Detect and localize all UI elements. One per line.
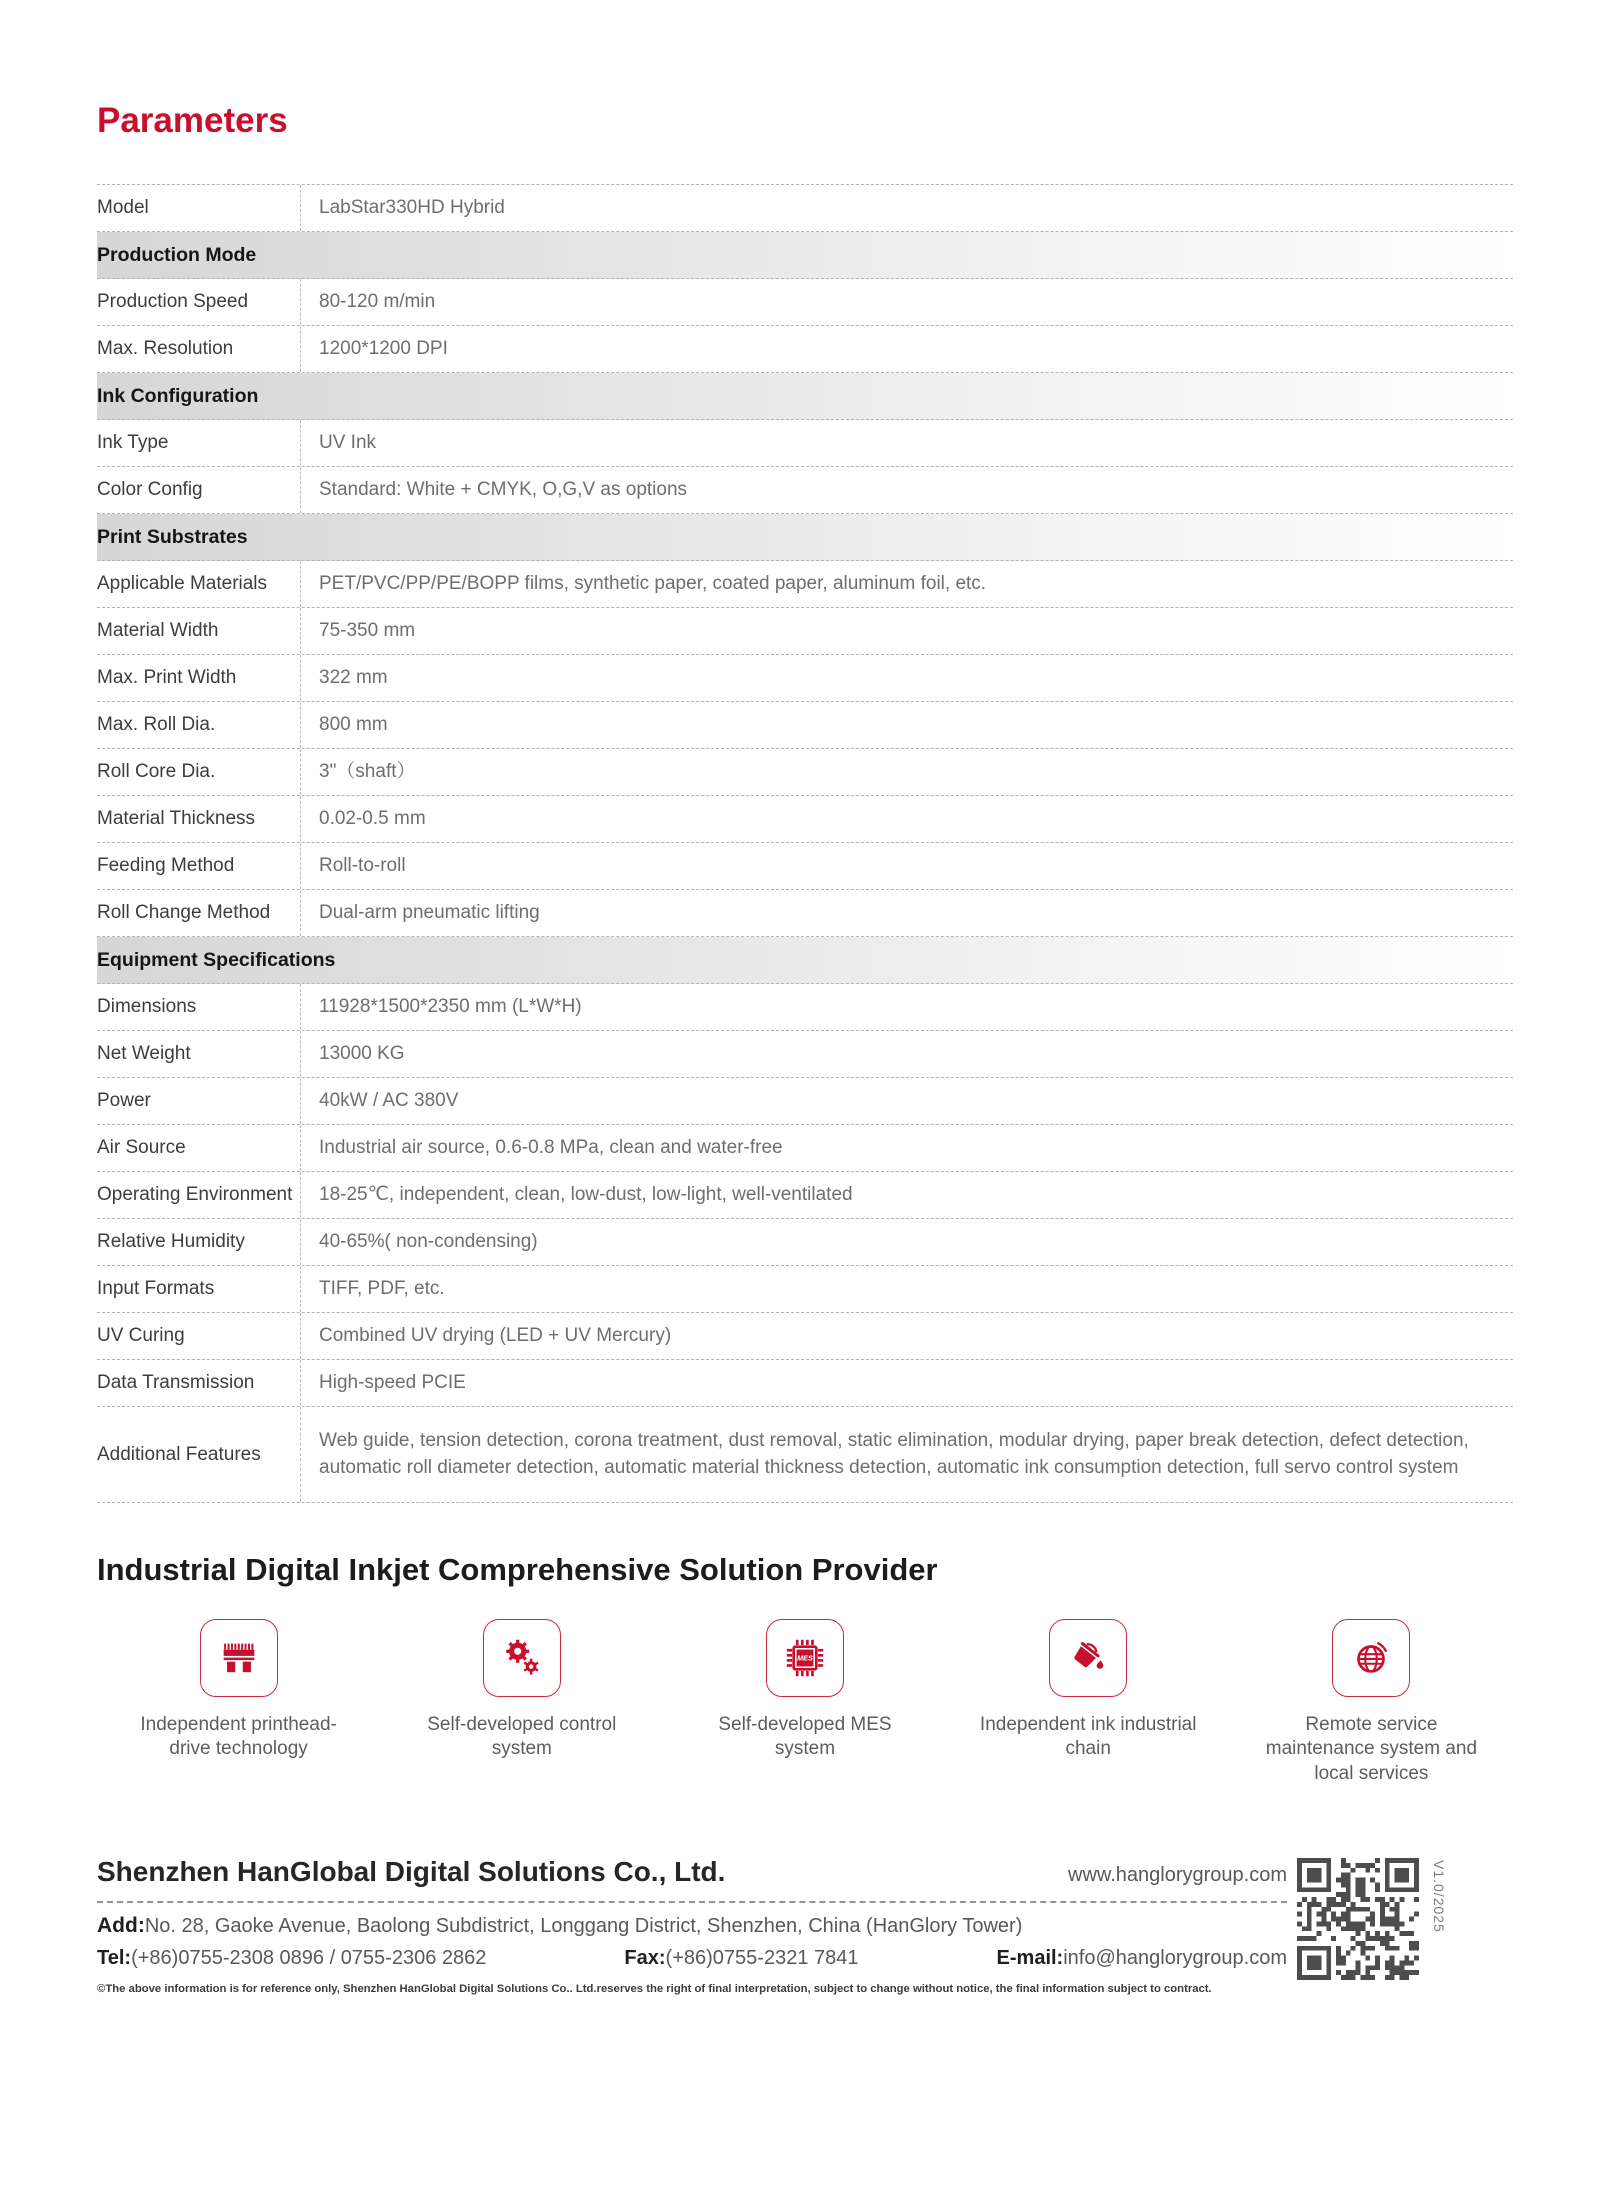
spec-value: Roll-to-roll — [300, 843, 1513, 889]
solution-item-label: Self-developed control system — [427, 1714, 617, 1760]
spec-table — [97, 184, 1513, 1503]
spec-label: Input Formats — [97, 1278, 215, 1299]
solution-item — [663, 1619, 946, 1786]
spec-value: 322 mm — [300, 655, 1513, 701]
spec-value: High-speed PCIE — [300, 1360, 1513, 1406]
spec-row — [97, 561, 1513, 608]
mes-chip-icon — [766, 1619, 844, 1697]
spec-value: 18-25℃, independent, clean, low-dust, low-light, well-ventilated — [300, 1172, 1513, 1218]
spec-value: 40kW / AC 380V — [300, 1078, 1513, 1124]
gears-icon — [483, 1619, 561, 1697]
spec-value: 800 mm — [300, 702, 1513, 748]
footer — [97, 1856, 1513, 1995]
spec-label: Roll Core Dia. — [97, 761, 216, 782]
spec-label: Operating Environment — [97, 1184, 293, 1205]
spec-value: 13000 KG — [300, 1031, 1513, 1077]
spec-row — [97, 796, 1513, 843]
spec-section-header — [97, 514, 1513, 561]
fax-label: Fax: — [624, 1947, 666, 1970]
email-item — [997, 1947, 1287, 1970]
spec-label: Color Config — [97, 479, 203, 500]
disclaimer-text: ©The above information is for reference only, Shenzhen HanGlobal Digital Solutions Co.. Ltd.reserves the right of final interpretation, subject to change without notice, the final information subject to contract. — [97, 1983, 1212, 1996]
spec-label: Model — [97, 197, 149, 218]
svg-text:MES: MES — [797, 1653, 813, 1663]
footer-company-row — [97, 1856, 1287, 1903]
spec-value: Combined UV drying (LED + UV Mercury) — [300, 1313, 1513, 1359]
spec-value: Industrial air source, 0.6-0.8 MPa, clean and water-free — [300, 1125, 1513, 1171]
spec-label: UV Curing — [97, 1325, 185, 1346]
tel-label: Tel: — [97, 1947, 132, 1970]
spec-row — [97, 420, 1513, 467]
company-name: Shenzhen HanGlobal Digital Solutions Co., Ltd. — [97, 1856, 726, 1888]
spec-value: 80-120 m/min — [300, 279, 1513, 325]
company-website: www.hanglorygroup.com — [1068, 1864, 1287, 1887]
spec-row — [97, 279, 1513, 326]
spec-row — [97, 702, 1513, 749]
solutions-heading: Industrial Digital Inkjet Comprehensive Solution Provider — [97, 1552, 938, 1587]
solution-item-label: Independent printhead-drive technology — [140, 1714, 337, 1760]
spec-label: Additional Features — [97, 1443, 261, 1465]
solution-item — [947, 1619, 1230, 1786]
spec-label: Ink Type — [97, 432, 169, 453]
section-title: Print Substrates — [97, 525, 248, 548]
spec-label: Net Weight — [97, 1043, 191, 1064]
spec-label: Dimensions — [97, 996, 197, 1017]
spec-section-header — [97, 937, 1513, 984]
spec-value: LabStar330HD Hybrid — [300, 185, 1513, 231]
spec-section-header — [97, 232, 1513, 279]
fax-item — [624, 1947, 858, 1970]
spec-label: Data Transmission — [97, 1372, 255, 1393]
spec-row — [97, 984, 1513, 1031]
section-title: Production Mode — [97, 243, 257, 266]
email-value: info@hanglorygroup.com — [1063, 1947, 1287, 1970]
email-label: E-mail: — [996, 1947, 1064, 1970]
spec-value: Standard: White + CMYK, O,G,V as options — [300, 467, 1513, 513]
spec-label: Material Width — [97, 620, 219, 641]
page-title: Parameters — [97, 101, 288, 140]
spec-value: TIFF, PDF, etc. — [300, 1266, 1513, 1312]
spec-label: Relative Humidity — [97, 1231, 245, 1252]
solution-item-label: Self-developed MES system — [718, 1714, 892, 1760]
spec-label: Power — [97, 1090, 151, 1111]
footer-left — [97, 1856, 1287, 1995]
spec-label: Max. Resolution — [97, 338, 234, 359]
fax-value: (+86)0755-2321 7841 — [665, 1947, 859, 1970]
spec-row — [97, 655, 1513, 702]
solution-item-label: Remote service maintenance system and local services — [1265, 1714, 1478, 1784]
spec-value: 1200*1200 DPI — [300, 326, 1513, 372]
spec-row — [97, 1407, 1513, 1503]
spec-label: Production Speed — [97, 291, 249, 312]
spec-value: 75-350 mm — [300, 608, 1513, 654]
tel-value: (+86)0755-2308 0896 / 0755-2306 2862 — [131, 1947, 487, 1970]
spec-row — [97, 1078, 1513, 1125]
spec-row — [97, 890, 1513, 937]
section-title: Ink Configuration — [97, 384, 259, 407]
spec-value: 11928*1500*2350 mm (L*W*H) — [300, 984, 1513, 1030]
address-value: No. 28, Gaoke Avenue, Baolong Subdistrict, Longgang District, Shenzhen, China (HanGlory Tower) — [144, 1915, 1023, 1938]
spec-value: 3"（shaft） — [300, 749, 1513, 795]
spec-row — [97, 1172, 1513, 1219]
spec-row — [97, 467, 1513, 514]
solution-item — [97, 1619, 380, 1786]
ink-bucket-icon — [1049, 1619, 1127, 1697]
spec-label: Material Thickness — [97, 808, 256, 829]
spec-value: 40-65%( non-condensing) — [300, 1219, 1513, 1265]
spec-label: Max. Roll Dia. — [97, 714, 216, 735]
spec-value: PET/PVC/PP/PE/BOPP films, synthetic paper, coated paper, aluminum foil, etc. — [300, 561, 1513, 607]
spec-label: Air Source — [97, 1137, 186, 1158]
spec-label: Feeding Method — [97, 855, 235, 876]
spec-row — [97, 843, 1513, 890]
solution-item-label: Independent ink industrial chain — [979, 1714, 1197, 1760]
contact-row — [97, 1947, 1287, 1970]
solution-item — [380, 1619, 663, 1786]
spec-label: Applicable Materials — [97, 573, 268, 594]
spec-section-header — [97, 373, 1513, 420]
spec-label: Max. Print Width — [97, 667, 237, 688]
qr-code — [1297, 1858, 1419, 1980]
spec-row — [97, 326, 1513, 373]
section-title: Equipment Specifications — [97, 948, 336, 971]
printhead-icon — [200, 1619, 278, 1697]
globe-icon — [1332, 1619, 1410, 1697]
solution-item — [1230, 1619, 1513, 1786]
spec-row — [97, 749, 1513, 796]
address-row — [97, 1914, 1287, 1938]
spec-label: Roll Change Method — [97, 902, 271, 923]
version-label: V1.0/2025 — [1431, 1860, 1447, 1933]
solutions-items — [97, 1619, 1513, 1786]
spec-row — [97, 608, 1513, 655]
spec-row — [97, 1266, 1513, 1313]
spec-value: Dual-arm pneumatic lifting — [300, 890, 1513, 936]
spec-row — [97, 1219, 1513, 1266]
spec-row — [97, 1031, 1513, 1078]
spec-row — [97, 1125, 1513, 1172]
spec-row — [97, 185, 1513, 232]
address-label: Add: — [97, 1914, 145, 1938]
spec-value: Web guide, tension detection, corona treatment, dust removal, static elimination, modular drying, paper break detection, defect detection, automatic roll diameter detection, automatic material thickness detection, automatic ink consumption detection, full servo control system — [300, 1407, 1513, 1502]
spec-value: 0.02-0.5 mm — [300, 796, 1513, 842]
spec-row — [97, 1313, 1513, 1360]
tel-item — [97, 1947, 486, 1970]
spec-value: UV Ink — [300, 420, 1513, 466]
spec-row — [97, 1360, 1513, 1407]
